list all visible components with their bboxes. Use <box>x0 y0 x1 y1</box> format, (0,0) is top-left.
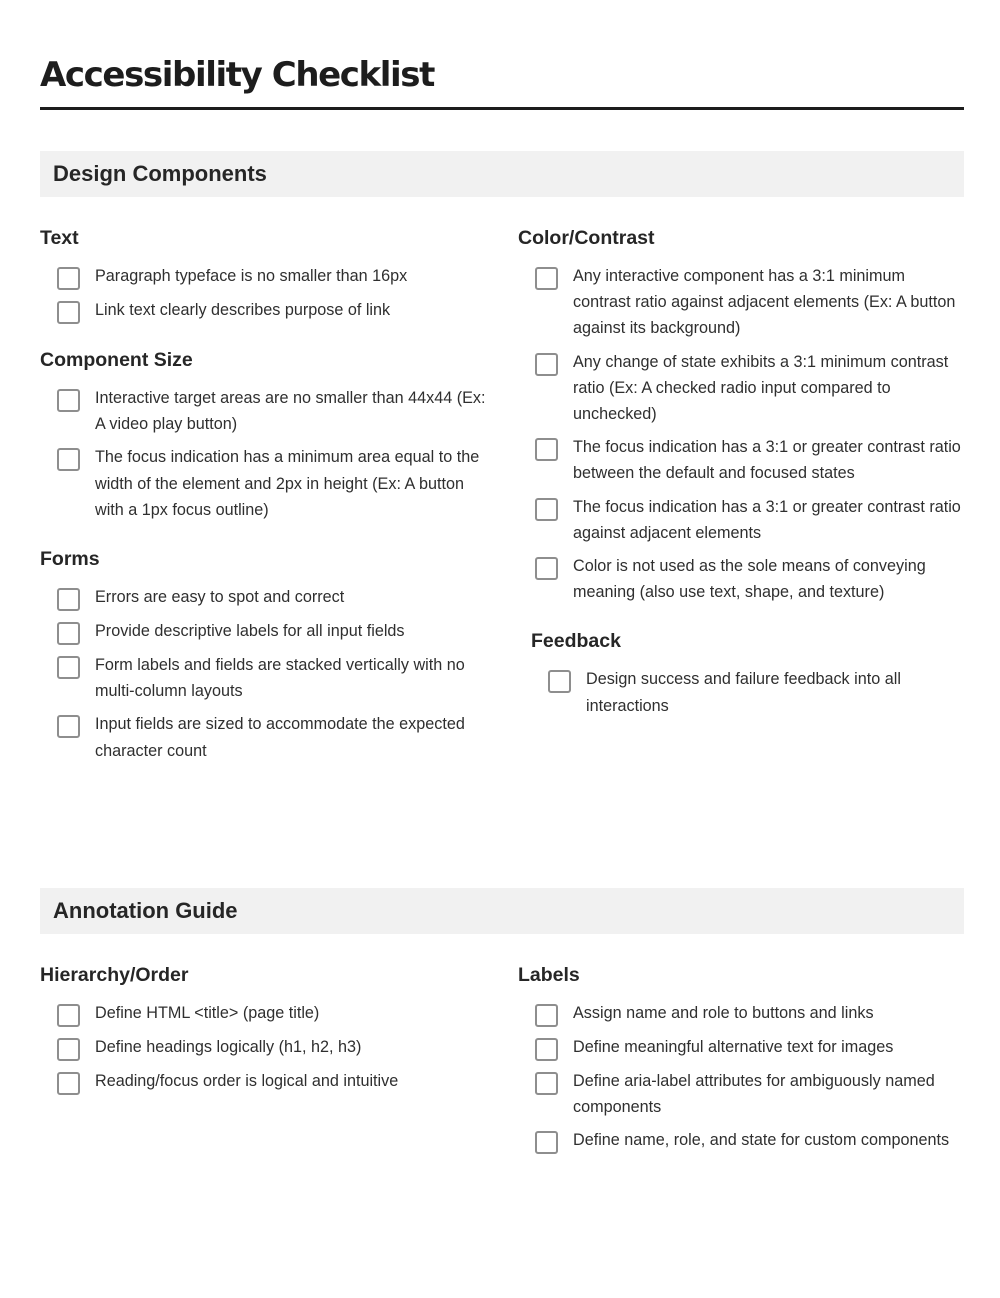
checklist-item[interactable] <box>57 655 486 704</box>
group-title-color-contrast: Color/Contrast <box>518 227 655 249</box>
group-title-component-size: Component Size <box>40 349 193 371</box>
checklist-item[interactable] <box>535 352 964 428</box>
title-divider <box>40 107 964 110</box>
annotation-guide-left-column <box>40 964 486 1095</box>
checkbox[interactable] <box>535 438 558 461</box>
checklist-item-label: The focus indication has a 3:1 or greater contrast ratio against adjacent elements <box>573 497 961 542</box>
checklist-item[interactable] <box>535 1071 964 1120</box>
checkbox[interactable] <box>57 448 80 471</box>
checklist-item-label: Assign name and role to buttons and links <box>573 1004 874 1022</box>
checkbox[interactable] <box>535 1072 558 1095</box>
checkbox[interactable] <box>57 1072 80 1095</box>
checklist-item-label: Define name, role, and state for custom components <box>573 1131 950 1150</box>
group-color-contrast <box>518 227 964 605</box>
group-text <box>40 227 486 324</box>
checklist-item-label: Interactive target areas are no smaller than 44x44 (Ex: A video play button) <box>95 389 486 434</box>
page-title: Accessibility Checklist <box>40 55 434 95</box>
checklist-item[interactable] <box>535 266 964 342</box>
design-components-right-column <box>518 227 964 719</box>
checklist-item-label: Form labels and fields are stacked vertically with no multi-column layouts <box>95 656 465 701</box>
checklist-item[interactable] <box>535 1003 964 1027</box>
checklist-item-label: The focus indication has a 3:1 or greater contrast ratio between the default and focused states <box>573 438 961 483</box>
checklist-item-label: Any interactive component has a 3:1 minimum contrast ratio against adjacent elements (Ex: A button against its background) <box>573 267 956 338</box>
checklist-item[interactable] <box>535 1037 964 1061</box>
checkbox[interactable] <box>535 1131 558 1154</box>
section-header-annotation-guide: Annotation Guide <box>40 888 964 934</box>
group-title-hierarchy-order: Hierarchy/Order <box>40 964 189 986</box>
checklist-item-label: Define meaningful alternative text for images <box>573 1038 894 1056</box>
group-component-size <box>40 349 486 523</box>
group-title-forms: Forms <box>40 548 100 571</box>
checklist-item[interactable] <box>57 266 486 290</box>
checkbox[interactable] <box>535 498 558 521</box>
checklist-item[interactable] <box>57 1071 486 1095</box>
checklist-item-label: Design success and failure feedback into all interactions <box>586 670 901 715</box>
checklist-item-label: Errors are easy to spot and correct <box>95 588 345 607</box>
checklist-item-label: Link text clearly describes purpose of link <box>95 301 391 319</box>
section-header-design-components: Design Components <box>40 151 964 197</box>
checkbox[interactable] <box>57 656 80 679</box>
checkbox[interactable] <box>535 1038 558 1061</box>
checkbox[interactable] <box>535 1004 558 1027</box>
checkbox[interactable] <box>535 557 558 580</box>
checklist-item[interactable] <box>57 714 486 763</box>
checklist-item-label: Define aria-label attributes for ambiguously named components <box>573 1072 935 1117</box>
checklist-item[interactable] <box>57 621 486 645</box>
checklist-item[interactable] <box>57 447 486 523</box>
group-labels <box>518 964 964 1154</box>
group-title-text: Text <box>40 227 79 249</box>
group-title-labels: Labels <box>518 964 580 986</box>
checkbox[interactable] <box>57 301 80 324</box>
checklist-item[interactable] <box>535 556 964 605</box>
checklist-item[interactable] <box>535 497 964 546</box>
group-title-feedback: Feedback <box>531 630 621 653</box>
checklist-item[interactable] <box>57 1003 486 1027</box>
checklist-item-label: Paragraph typeface is no smaller than 16px <box>95 267 408 285</box>
design-components-left-column <box>40 227 486 764</box>
checkbox[interactable] <box>57 1004 80 1027</box>
checklist-item-label: Any change of state exhibits a 3:1 minimum contrast ratio (Ex: A checked radio input compared to unchecked) <box>573 352 949 424</box>
checkbox[interactable] <box>57 622 80 645</box>
checklist-item-label: Input fields are sized to accommodate the expected character count <box>95 715 465 760</box>
checkbox[interactable] <box>57 267 80 290</box>
checkbox[interactable] <box>57 588 80 611</box>
checklist-item[interactable] <box>57 1037 486 1061</box>
annotation-guide-right-column <box>518 964 964 1154</box>
checkbox[interactable] <box>57 1038 80 1061</box>
checklist-item-label: Color is not used as the sole means of conveying meaning (also use text, shape, and texture) <box>573 557 926 602</box>
group-forms <box>40 548 486 764</box>
checklist-item[interactable] <box>57 300 486 324</box>
group-hierarchy-order <box>40 964 486 1095</box>
checklist-item-label: Define headings logically (h1, h2, h3) <box>95 1038 362 1056</box>
checklist-item[interactable] <box>535 437 964 486</box>
checkbox[interactable] <box>535 267 558 290</box>
group-feedback <box>531 630 964 718</box>
checkbox[interactable] <box>535 353 558 376</box>
checkbox[interactable] <box>57 715 80 738</box>
checklist-item[interactable] <box>535 1130 964 1154</box>
checklist-item[interactable] <box>548 669 964 718</box>
checklist-item-label: Reading/focus order is logical and intuitive <box>95 1072 399 1090</box>
checklist-item[interactable] <box>57 587 486 611</box>
checklist-item-label: Provide descriptive labels for all input fields <box>95 622 405 641</box>
checkbox[interactable] <box>548 670 571 693</box>
checklist-item[interactable] <box>57 388 486 437</box>
checklist-item-label: The focus indication has a minimum area equal to the width of the element and 2px in height (Ex: A button with a 1px focus outline) <box>95 448 480 519</box>
checklist-item-label: Define HTML <title> (page title) <box>95 1004 320 1022</box>
checkbox[interactable] <box>57 389 80 412</box>
